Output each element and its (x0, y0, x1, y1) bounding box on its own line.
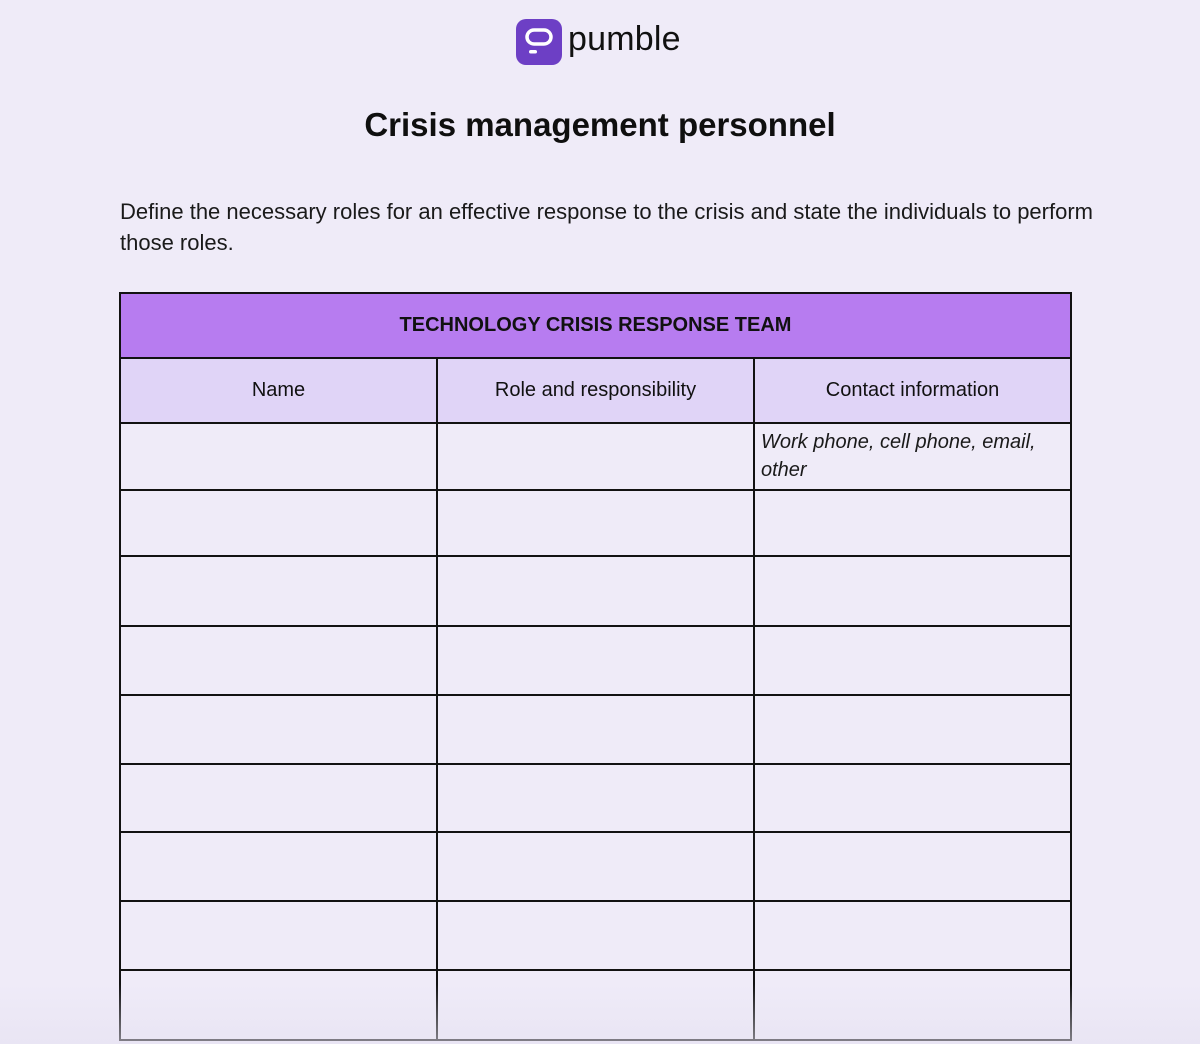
table-row (120, 626, 1071, 695)
name-cell[interactable] (120, 556, 437, 626)
name-cell[interactable] (120, 901, 437, 970)
role-cell[interactable] (437, 832, 754, 901)
contact-cell[interactable] (754, 490, 1071, 556)
team-header: TECHNOLOGY CRISIS RESPONSE TEAM (120, 293, 1071, 358)
name-cell[interactable] (120, 423, 437, 490)
name-cell[interactable] (120, 970, 437, 1040)
role-cell[interactable] (437, 970, 754, 1040)
crisis-team-table (119, 292, 1072, 1041)
contact-cell[interactable] (754, 970, 1071, 1040)
role-cell[interactable] (437, 901, 754, 970)
pumble-logo-icon (516, 19, 562, 65)
contact-cell[interactable] (754, 626, 1071, 695)
page-title: Crisis management personnel (364, 106, 836, 143)
column-header-name: Name (120, 358, 437, 423)
contact-hint: Work phone, cell phone, email, other (761, 431, 1036, 481)
contact-cell[interactable] (754, 423, 1071, 490)
role-cell[interactable] (437, 490, 754, 556)
column-header-role: Role and responsibility (437, 358, 754, 423)
table-row (120, 764, 1071, 832)
contact-cell[interactable] (754, 556, 1071, 626)
name-cell[interactable] (120, 832, 437, 901)
table-row (120, 556, 1071, 626)
pumble-logo (516, 18, 681, 66)
intro-text: Define the necessary roles for an effective response to the crisis and state the individuals to perform those roles. (120, 199, 1093, 255)
table-row (120, 901, 1071, 970)
table-row (120, 832, 1071, 901)
table-row (120, 423, 1071, 490)
role-cell[interactable] (437, 764, 754, 832)
name-cell[interactable] (120, 764, 437, 832)
role-cell[interactable] (437, 695, 754, 764)
name-cell[interactable] (120, 490, 437, 556)
contact-cell[interactable] (754, 832, 1071, 901)
name-cell[interactable] (120, 695, 437, 764)
contact-cell[interactable] (754, 695, 1071, 764)
name-cell[interactable] (120, 626, 437, 695)
table-row (120, 695, 1071, 764)
team-header-row (120, 293, 1071, 358)
column-header-contact: Contact information (754, 358, 1071, 423)
brand-name: pumble (568, 20, 681, 58)
table-row (120, 490, 1071, 556)
table-row (120, 970, 1071, 1040)
role-cell[interactable] (437, 556, 754, 626)
contact-cell[interactable] (754, 764, 1071, 832)
role-cell[interactable] (437, 626, 754, 695)
contact-cell[interactable] (754, 901, 1071, 970)
role-cell[interactable] (437, 423, 754, 490)
column-header-row (120, 358, 1071, 423)
